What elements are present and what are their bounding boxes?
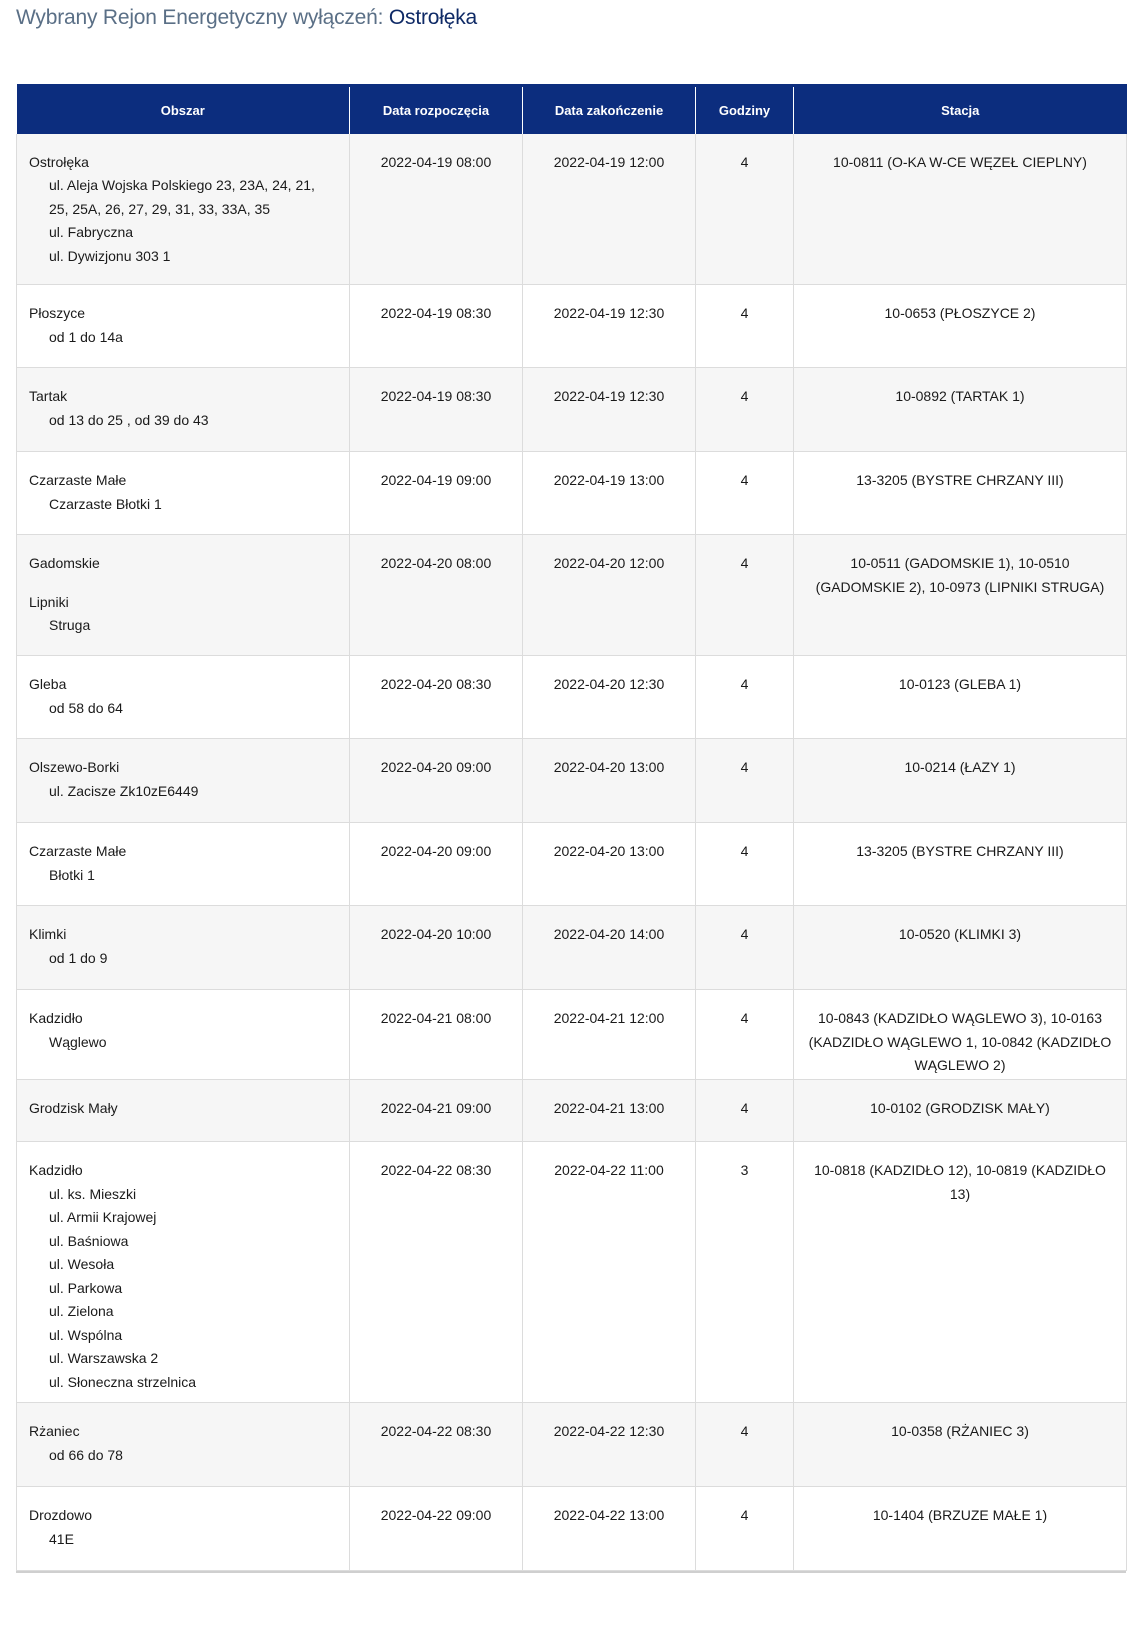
area-street: od 58 do 64 <box>49 699 123 716</box>
cell-start-date: 2022-04-20 09:00 <box>350 823 523 906</box>
area-locality: Ostrołęka <box>29 153 89 170</box>
cell-station: 13-3205 (BYSTRE CHRZANY III) <box>794 452 1127 535</box>
cell-hours: 4 <box>696 1080 794 1142</box>
cell-area <box>17 656 350 739</box>
cell-area <box>17 285 350 368</box>
area-locality: Gleba <box>29 676 67 692</box>
table-row <box>17 452 1127 535</box>
column-header-end-date[interactable]: Data zakończenie <box>523 86 696 134</box>
cell-area <box>17 1403 350 1487</box>
cell-station: 10-0811 (O-KA W-CE WĘZEŁ CIEPLNY) <box>794 134 1127 285</box>
cell-station: 10-1404 (BRZUZE MAŁE 1) <box>794 1487 1127 1571</box>
column-header-station[interactable]: Stacja <box>794 86 1127 134</box>
selected-region: Ostrołęka <box>388 6 477 29</box>
area-street: Struga <box>49 617 91 633</box>
area-locality: Drozdowo <box>29 1507 93 1523</box>
area-locality: Kadzidło <box>29 1162 83 1178</box>
cell-area <box>17 823 350 906</box>
area-street: od 1 do 9 <box>49 949 108 966</box>
table-header <box>17 86 1127 134</box>
table-row <box>17 1403 1127 1487</box>
column-header-hours[interactable]: Godziny <box>696 86 794 134</box>
column-header-start-date[interactable]: Data rozpoczęcia <box>350 86 523 134</box>
cell-end-date: 2022-04-20 12:30 <box>523 656 696 739</box>
cell-end-date: 2022-04-20 13:00 <box>523 739 696 823</box>
cell-hours: 4 <box>696 535 794 656</box>
table-header-row <box>17 86 1127 134</box>
cell-station: 10-0892 (TARTAK 1) <box>794 368 1127 452</box>
outages-table-wrapper <box>16 84 1126 1573</box>
area-street: ul. Aleja Wojska Polskiego 23, 23A, 24, 21, 25, 25A, 26, 27, 29, 31, 33, 33A, 35 <box>49 177 315 217</box>
area-street: ul. Fabryczna <box>49 224 134 240</box>
area-street: ul. Słoneczna strzelnica <box>49 1373 197 1390</box>
table-row <box>17 1487 1127 1571</box>
cell-area <box>17 1487 350 1571</box>
cell-start-date: 2022-04-19 08:30 <box>350 285 523 368</box>
cell-station: 10-0843 (KADZIDŁO WĄGLEWO 3), 10-0163 (KADZIDŁO WĄGLEWO 1, 10-0842 (KADZIDŁO WĄGLEWO 2) <box>794 990 1127 1080</box>
area-street: ul. Zacisze Zk10zE6449 <box>49 782 199 799</box>
area-street: ul. Parkowa <box>49 1279 123 1296</box>
cell-station: 10-0818 (KADZIDŁO 12), 10-0819 (KADZIDŁO 13) <box>794 1142 1127 1403</box>
area-locality: Lipniki <box>29 593 69 610</box>
area-street: Błotki 1 <box>49 866 95 883</box>
table-row <box>17 906 1127 990</box>
cell-end-date: 2022-04-20 12:00 <box>523 535 696 656</box>
cell-area <box>17 1142 350 1403</box>
area-locality: Rżaniec <box>29 1423 80 1439</box>
cell-start-date: 2022-04-19 09:00 <box>350 452 523 535</box>
area-street: ul. Wesoła <box>49 1256 115 1272</box>
table-row <box>17 368 1127 452</box>
area-locality: Płoszyce <box>29 305 86 321</box>
table-row <box>17 285 1127 368</box>
cell-hours: 4 <box>696 656 794 739</box>
cell-area <box>17 1080 350 1142</box>
cell-hours: 3 <box>696 1142 794 1403</box>
table-row <box>17 1080 1127 1142</box>
area-street: Wąglewo <box>49 1033 107 1050</box>
column-header-area[interactable]: Obszar <box>17 86 350 134</box>
area-street: ul. Baśniowa <box>49 1232 129 1249</box>
cell-station: 10-0511 (GADOMSKIE 1), 10-0510 (GADOMSKIE 2), 10-0973 (LIPNIKI STRUGA) <box>794 535 1127 656</box>
cell-start-date: 2022-04-20 08:30 <box>350 656 523 739</box>
area-street: ul. Warszawska 2 <box>49 1350 159 1366</box>
table-row <box>17 739 1127 823</box>
cell-hours: 4 <box>696 134 794 285</box>
page-heading <box>16 6 477 30</box>
area-locality: Kadzidło <box>29 1010 83 1026</box>
cell-start-date: 2022-04-21 09:00 <box>350 1080 523 1142</box>
cell-end-date: 2022-04-20 14:00 <box>523 906 696 990</box>
heading-prefix: Wybrany Rejon Energetyczny wyłączeń: <box>16 6 384 29</box>
area-locality: Gadomskie <box>29 555 100 571</box>
table-row <box>17 134 1127 285</box>
area-locality: Olszewo-Borki <box>29 759 120 775</box>
cell-start-date: 2022-04-20 10:00 <box>350 906 523 990</box>
area-street: ul. ks. Mieszki <box>49 1185 137 1202</box>
cell-start-date: 2022-04-19 08:30 <box>350 368 523 452</box>
cell-station: 10-0358 (RŻANIEC 3) <box>794 1403 1127 1487</box>
cell-hours: 4 <box>696 368 794 452</box>
area-street: ul. Zielona <box>49 1303 114 1319</box>
cell-hours: 4 <box>696 1403 794 1487</box>
cell-end-date: 2022-04-21 13:00 <box>523 1080 696 1142</box>
cell-hours: 4 <box>696 906 794 990</box>
area-locality: Grodzisk Mały <box>29 1100 118 1116</box>
cell-area <box>17 535 350 656</box>
cell-hours: 4 <box>696 1487 794 1571</box>
table-row <box>17 656 1127 739</box>
cell-area <box>17 368 350 452</box>
table-row <box>17 823 1127 906</box>
cell-start-date: 2022-04-20 09:00 <box>350 739 523 823</box>
cell-start-date: 2022-04-22 09:00 <box>350 1487 523 1571</box>
cell-hours: 4 <box>696 452 794 535</box>
cell-area <box>17 134 350 285</box>
cell-start-date: 2022-04-20 08:00 <box>350 535 523 656</box>
area-street: ul. Armii Krajowej <box>49 1209 157 1225</box>
cell-station: 10-0102 (GRODZISK MAŁY) <box>794 1080 1127 1142</box>
cell-hours: 4 <box>696 285 794 368</box>
cell-start-date: 2022-04-21 08:00 <box>350 990 523 1080</box>
cell-hours: 4 <box>696 990 794 1080</box>
cell-station: 10-0123 (GLEBA 1) <box>794 656 1127 739</box>
table-row <box>17 535 1127 656</box>
area-street: od 66 do 78 <box>49 1446 123 1463</box>
area-street: Czarzaste Błotki 1 <box>49 495 162 512</box>
cell-area <box>17 990 350 1080</box>
area-group-spacer <box>29 576 337 591</box>
area-street: 41E <box>49 1530 74 1547</box>
cell-end-date: 2022-04-19 13:00 <box>523 452 696 535</box>
cell-start-date: 2022-04-22 08:30 <box>350 1142 523 1403</box>
area-locality: Klimki <box>29 926 67 942</box>
cell-end-date: 2022-04-21 12:00 <box>523 990 696 1080</box>
cell-station: 10-0214 (ŁAZY 1) <box>794 739 1127 823</box>
area-locality: Tartak <box>29 388 68 404</box>
area-locality: Czarzaste Małe <box>29 843 127 859</box>
table-row <box>17 1142 1127 1403</box>
cell-end-date: 2022-04-22 11:00 <box>523 1142 696 1403</box>
cell-area <box>17 906 350 990</box>
cell-station: 10-0520 (KLIMKI 3) <box>794 906 1127 990</box>
area-street: ul. Wspólna <box>49 1326 123 1343</box>
cell-start-date: 2022-04-22 08:30 <box>350 1403 523 1487</box>
cell-end-date: 2022-04-19 12:30 <box>523 368 696 452</box>
cell-start-date: 2022-04-19 08:00 <box>350 134 523 285</box>
cell-end-date: 2022-04-19 12:00 <box>523 134 696 285</box>
cell-end-date: 2022-04-19 12:30 <box>523 285 696 368</box>
area-street: od 13 do 25 , od 39 do 43 <box>49 411 209 428</box>
cell-station: 10-0653 (PŁOSZYCE 2) <box>794 285 1127 368</box>
area-street: ul. Dywizjonu 303 1 <box>49 247 171 264</box>
cell-end-date: 2022-04-22 13:00 <box>523 1487 696 1571</box>
cell-station: 13-3205 (BYSTRE CHRZANY III) <box>794 823 1127 906</box>
cell-hours: 4 <box>696 823 794 906</box>
cell-end-date: 2022-04-20 13:00 <box>523 823 696 906</box>
cell-end-date: 2022-04-22 12:30 <box>523 1403 696 1487</box>
area-street: od 1 do 14a <box>49 328 123 345</box>
area-locality: Czarzaste Małe <box>29 472 127 488</box>
cell-area <box>17 452 350 535</box>
table-body <box>17 134 1127 1571</box>
outages-table <box>16 84 1127 1571</box>
cell-hours: 4 <box>696 739 794 823</box>
cell-area <box>17 739 350 823</box>
table-row <box>17 990 1127 1080</box>
